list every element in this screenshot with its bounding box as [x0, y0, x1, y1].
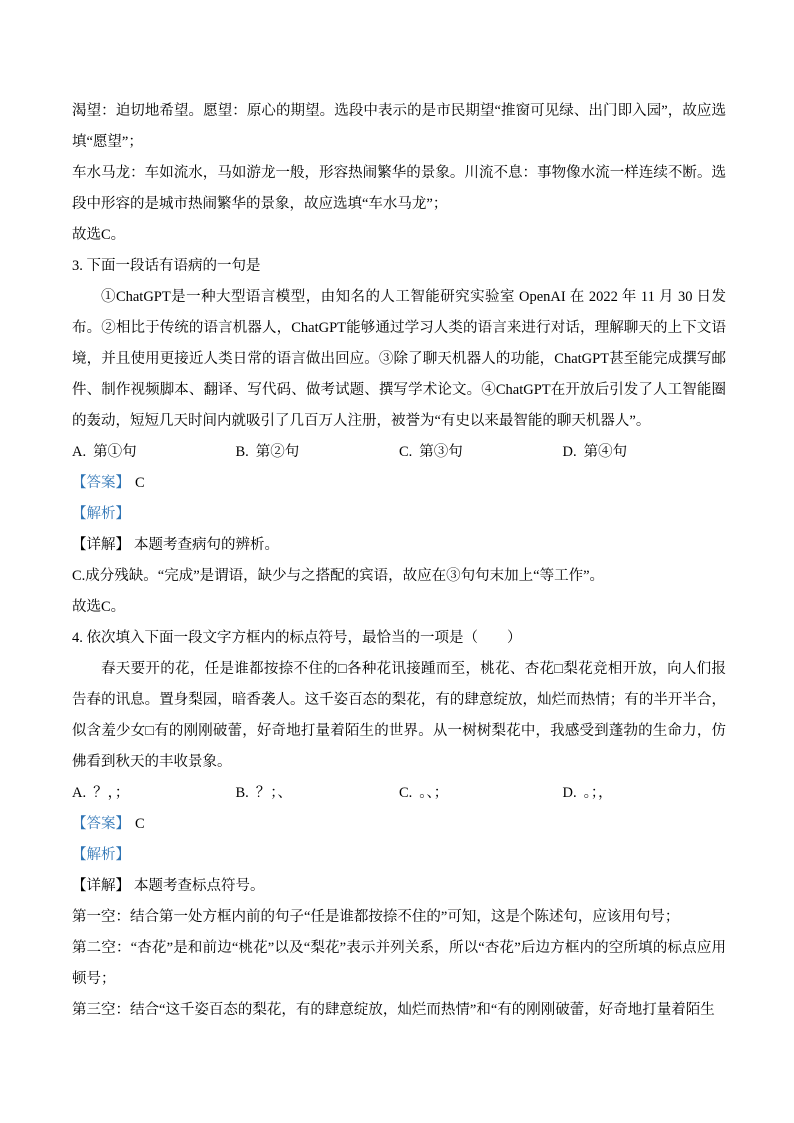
q4-answer-label: 【答案】	[72, 816, 130, 832]
q3-option-d	[563, 437, 727, 468]
q4-analysis-line	[72, 840, 726, 871]
q4-option-a	[72, 778, 236, 809]
q4-detail-line-3: 第三空：结合“这千姿百态的梨花，有的肆意绽放，灿烂而热情”和“有的刚刚破蕾，好奇地打量着陌生	[72, 1002, 715, 1018]
q3-option-a	[72, 437, 236, 468]
q4-heading: 4. 依次填入下面一段文字方框内的标点符号，最恰当的一项是（ ）	[72, 630, 522, 646]
q4-option-b	[236, 778, 400, 809]
q3-option-a-text: 第①句	[93, 444, 137, 460]
q4-option-d-text: 。；，	[583, 785, 613, 801]
q4-option-b-label: B.	[235, 785, 249, 801]
q3-detail-intro: 本题考查病句的辨析。	[134, 537, 279, 553]
q3-option-c-label: C.	[399, 444, 413, 460]
q4-option-d	[563, 778, 727, 809]
q4-detail-intro-line	[72, 871, 726, 902]
q3-options-row	[72, 437, 726, 468]
q4-answer-value: C	[135, 816, 145, 832]
q3-option-b-text: 第②句	[255, 444, 300, 460]
q3-detail-intro-line	[72, 530, 726, 561]
q3-detail-line-2: 故选C。	[72, 599, 126, 615]
q4-option-c	[399, 778, 563, 809]
q4-option-b-text: ？；、	[255, 785, 293, 801]
q4-passage: 春天要开的花，任是谁都按捺不住的□各种花讯接踵而至，桃花、杏花□梨花竞相开放，向人们报告春的讯息。置身梨园，暗香袭人。这千姿百态的梨花，有的肆意绽放，灿烂而热情；有的半开半合，似含羞少女□有的刚刚破蕾，好奇地打量着陌生的世界。从一树树梨花中，我感受到蓬勃的生命力，仿佛看到秋天的丰收景象。	[72, 661, 726, 770]
q3-option-d-label: D.	[562, 444, 577, 460]
q3-analysis-label: 【解析】	[72, 506, 130, 522]
q3-answer-line	[72, 468, 726, 499]
q3-option-b	[236, 437, 400, 468]
q3-option-d-text: 第④句	[583, 444, 628, 460]
q4-option-a-label: A.	[72, 785, 87, 801]
q4-analysis-label: 【解析】	[72, 847, 130, 863]
q4-detail-label: 【详解】	[72, 878, 130, 894]
q2-explanation-line-2: 车水马龙：车如流水，马如游龙一般，形容热闹繁华的景象。川流不息：事物像水流一样连续不断。选段中形容的是城市热闹繁华的景象，故应选填“车水马龙”；	[72, 165, 726, 212]
q3-option-b-label: B.	[235, 444, 249, 460]
q3-answer-label: 【答案】	[72, 475, 130, 491]
q3-passage: ①ChatGPT是一种大型语言模型，由知名的人工智能研究实验室 OpenAI 在 2022 年 11 月 30 日发布。②相比于传统的语言机器人，ChatGPT能够通过学习人类的语言来进行对话，理解聊天的上下文语境，并且使用更接近人类日常的语言做出回应。③除了聊天机器人的功能，ChatGPT甚至能完成撰写邮件、制作视频脚本、翻译、写代码、做考试题、撰写学术论文。④ChatGPT在开放后引发了人工智能圈的轰动，短短几天时间内就吸引了几百万人注册，被誉为“有史以来最智能的聊天机器人”。	[72, 289, 726, 429]
q2-conclusion: 故选C。	[72, 227, 126, 243]
q4-option-d-label: D.	[562, 785, 577, 801]
q4-options-row	[72, 778, 726, 809]
q3-detail-line-1: C.成分残缺。“完成”是谓语，缺少与之搭配的宾语，故应在③句句末加上“等工作”。	[72, 568, 605, 584]
q2-explanation-line-1: 渴望：迫切地希望。愿望：原心的期望。选段中表示的是市民期望“推窗可见绿、出门即入园”，故应选填“愿望”；	[72, 103, 726, 150]
q3-heading: 3. 下面一段话有语病的一句是	[72, 258, 261, 274]
q3-answer-value: C	[135, 475, 145, 491]
q3-analysis-line	[72, 499, 726, 530]
document-content	[72, 96, 726, 1026]
q3-option-c	[399, 437, 563, 468]
q4-option-c-text: 。、；	[419, 785, 449, 801]
q4-answer-line	[72, 809, 726, 840]
q4-detail-intro: 本题考查标点符号。	[134, 878, 265, 894]
q3-option-a-label: A.	[72, 444, 87, 460]
q3-option-c-text: 第③句	[419, 444, 463, 460]
q4-option-a-text: ？，；	[93, 785, 130, 801]
q4-option-c-label: C.	[399, 785, 413, 801]
q4-detail-line-2: 第二空：“杏花”是和前边“桃花”以及“梨花”表示并列关系，所以“杏花”后边方框内的空所填的标点应用顿号；	[72, 940, 726, 987]
q3-detail-label: 【详解】	[72, 537, 130, 553]
q4-detail-line-1: 第一空：结合第一处方框内前的句子“任是谁都按捺不住的”可知，这是个陈述句，应该用句号；	[72, 909, 680, 925]
